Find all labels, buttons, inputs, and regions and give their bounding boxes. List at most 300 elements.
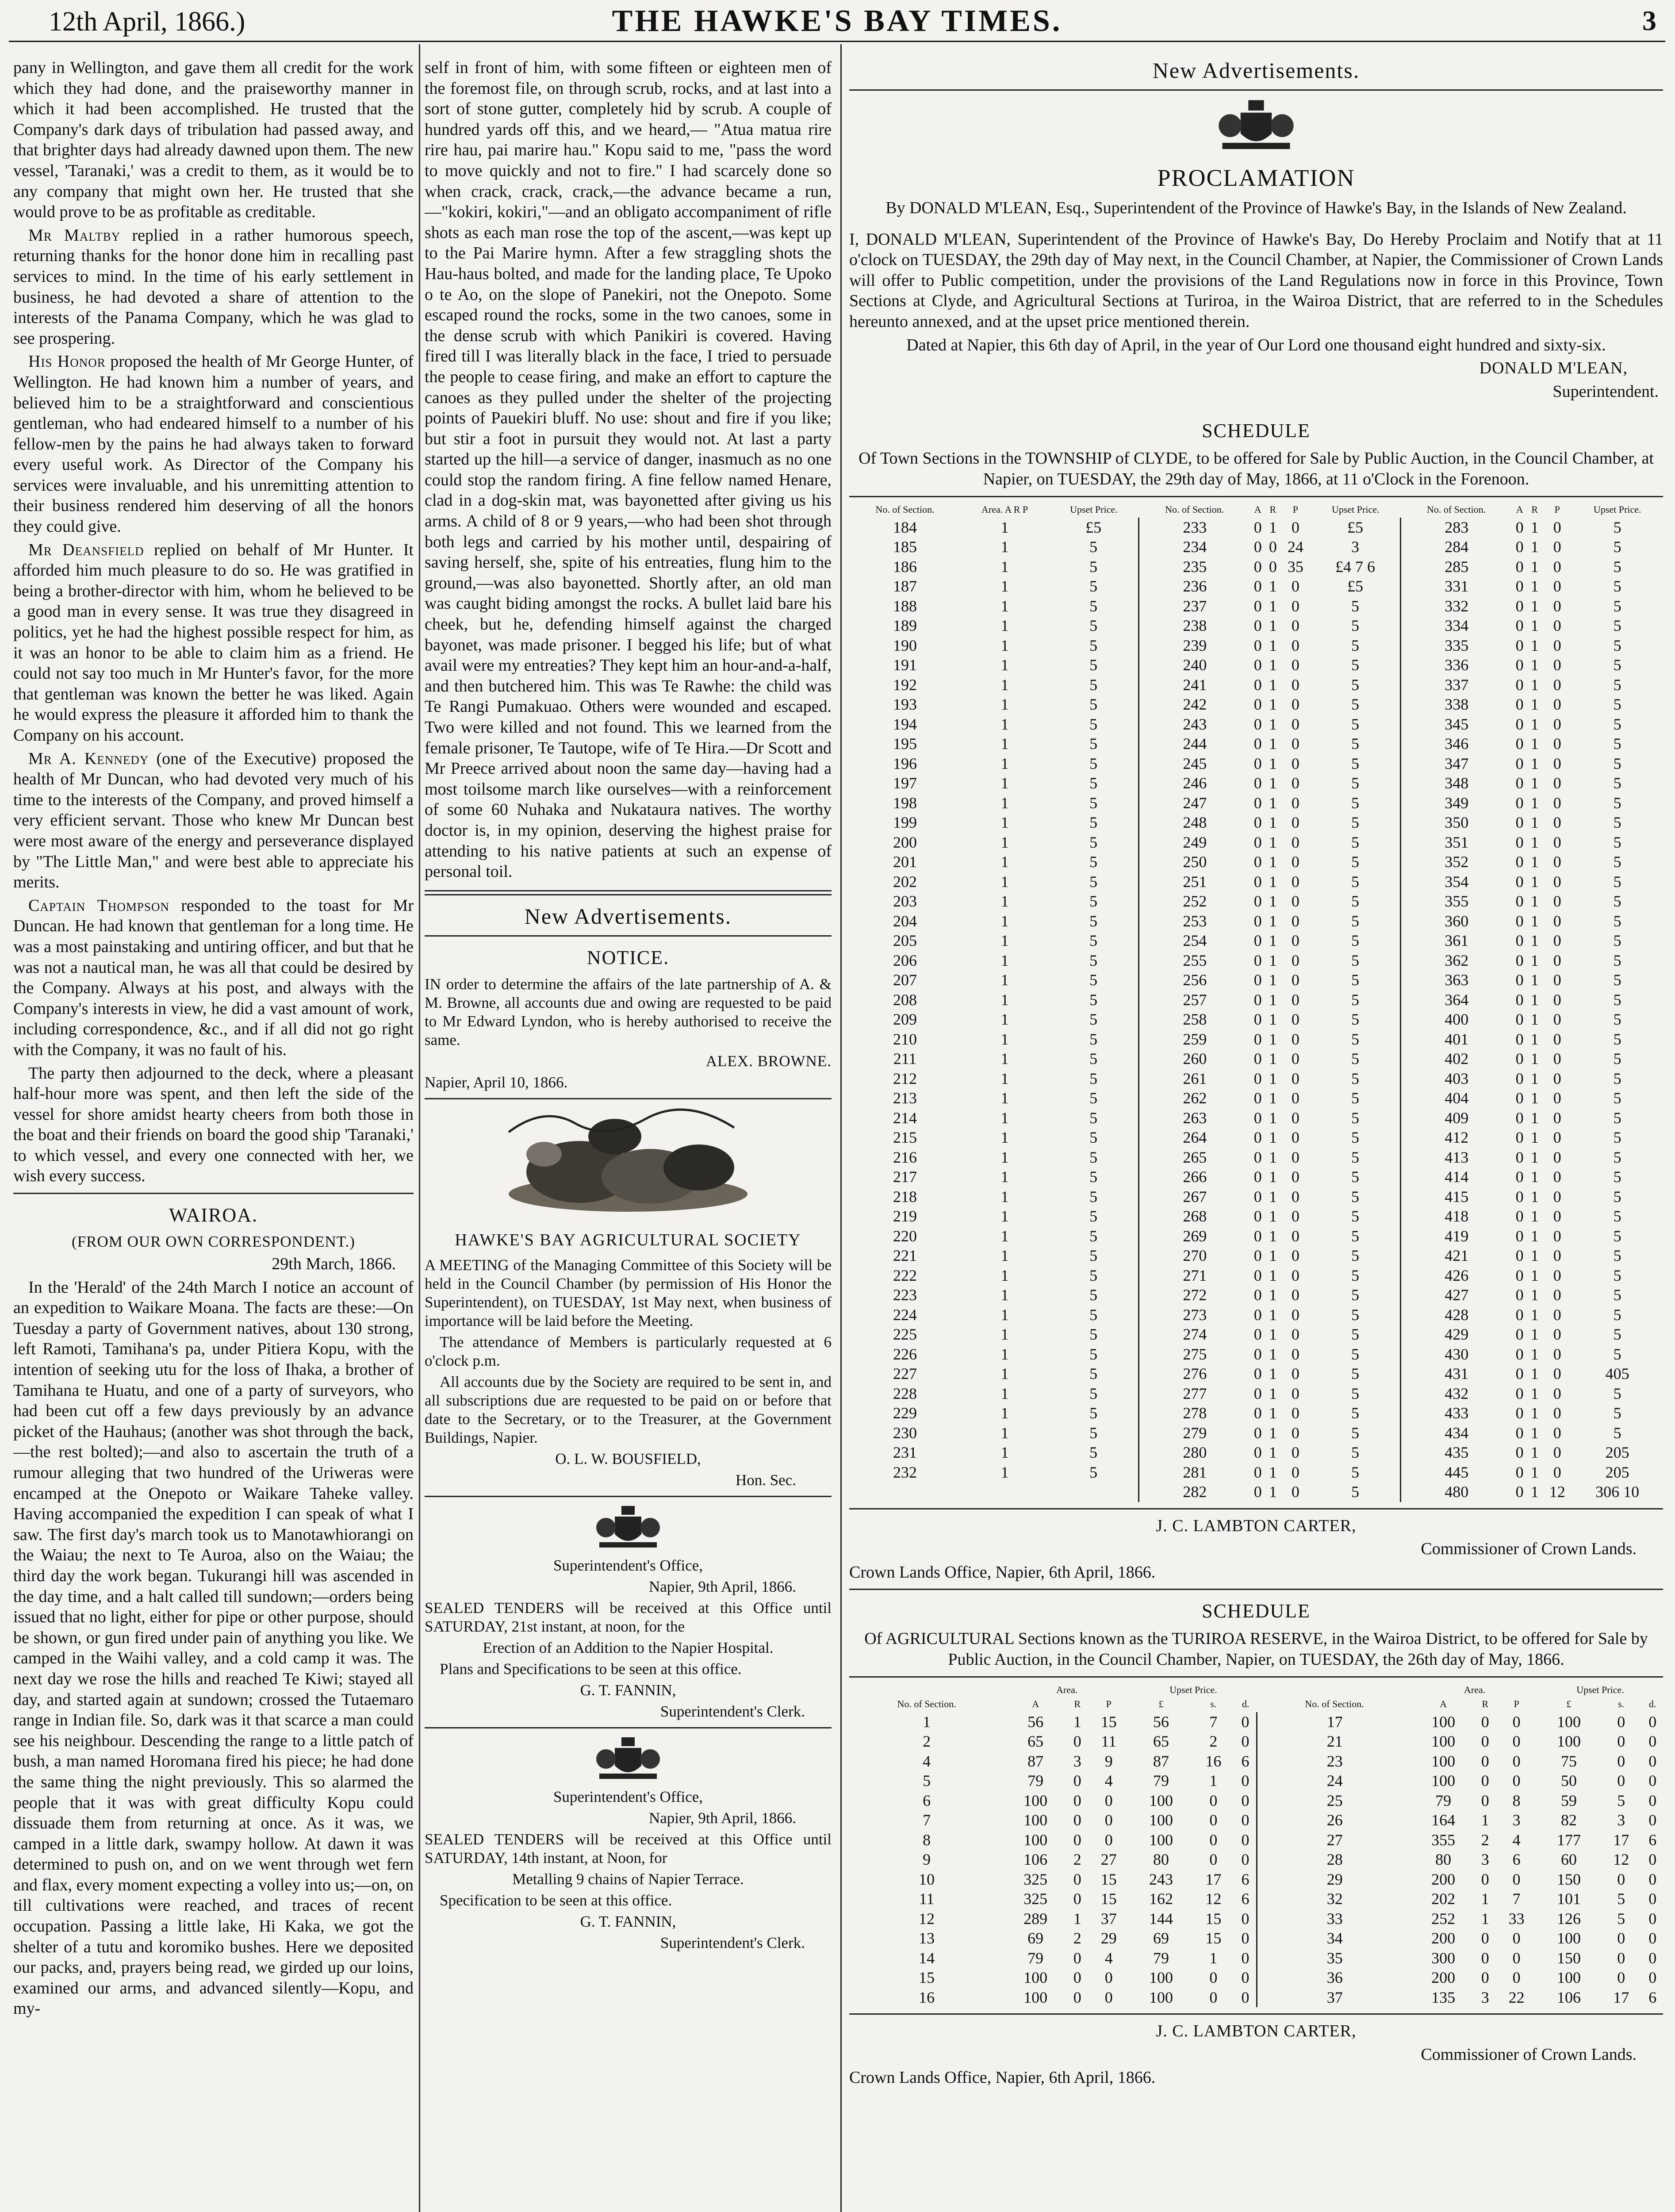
table-cell: 5 [1613,1247,1621,1265]
table-cell: 1 [1269,1286,1277,1304]
table-cell: 0 [1648,1870,1657,1888]
table-cell: 0 [1291,1069,1299,1087]
table-cell: 275 [1139,1344,1250,1364]
table-cell: 59 [1560,1791,1577,1809]
table-cell: 0 [1512,1772,1521,1790]
table-row [849,1791,1663,1811]
table-cell: 1 [1269,833,1277,851]
table-cell: 0 [1648,1713,1657,1731]
table-cell: 1 [1000,1050,1009,1068]
agri-signature-title: Hon. Sec. [735,1471,796,1489]
table-cell: 355 [1401,891,1512,911]
table-cell: 0 [1073,1988,1081,2006]
table-cell: 100 [1556,1929,1581,1947]
table-cell: 5 [1613,833,1621,851]
table-cell: 0 [1291,1187,1299,1206]
table-cell: 0 [1515,794,1524,812]
table-cell: 0 [1553,1030,1561,1048]
table-cell: 243 [1139,714,1250,734]
table-cell: 480 [1401,1482,1512,1502]
table-cell: 0 [1515,1030,1524,1048]
table-cell: 0 [1481,1772,1489,1790]
schedule-heading: SCHEDULE [1202,1600,1311,1622]
table-cell: 2 [1209,1732,1218,1750]
divider [13,1193,414,1194]
table-row [849,557,1663,577]
table-cell: 0 [1553,538,1561,556]
divider [849,1508,1663,1509]
table-cell: 224 [893,1306,917,1324]
table-cell: 60 [1560,1851,1577,1868]
table-cell: 0 [1253,656,1262,674]
table-cell: 0 [1209,1791,1218,1809]
table-cell: 1 [1269,518,1277,536]
table-cell: 162 [1149,1890,1173,1908]
column-1 [13,58,414,2212]
article-paragraph: In the 'Herald' of the 24th March I notice an account of an expedition to Waikare Moana. The facts are these:—On Tuesday a party of Government natives, about 130 strong, left Ramoti, Tamihana's pa, under Pitiera Kopu, with the intention of seeking utu for the loss of Ihaka, a brother of Tamihana te Huatu, and one of a party of surveyors, who had been cut off a few days previously by an advance picket of the Hauhaus; (another was shot through the back,—the rest bolted);—and also to ascertain the truth of a rumour alleging that two hundred of the Uriweras were encamped at the Onepoto or Waikare Taheke valley. Having accompanied the expedition I can speak of what I saw. The first day's march took us to Manotawhiorangi on the Waiau; the next to Te Auroa, also on the Waiau; the third day the work began. Tukurangi hill was ascended in the day time, and a halt called till sundown;—orders being issued that no light, either for pipe or other purpose, should be shown, or gun fired under pain of anything you like. We camped in the Waihi valley, and a cold camp it was. The next day we rose the hills and reached Te Kiwi; stayed all day, and started again at sundown; crossed the Tutaemaro range in Indian file. So, dark was it that scarce a man could see his neighbour. Descending the range to a little patch of bush, a man named Horomana fired his piece; he had done the same thing the night previously. This so alarmed the people that it was with great difficulty Kopu could dissuade them from returning at once. As it was, we camped in a little dark, swampy hollow. At dawn it was determined to push on, and on we went through wet fern and flax, every moment expecting a volley into us;—on, on till cultivations were reached, and traces of recent occupation. Passing a little lake, Hi Kaka, we got the shelter of a tutu and koromiko bushes. Here we deposited our packs, and, prayers being read, we girded up our loins, examined our arms, and advanced silently—Kopu, and my- [13,1278,414,2018]
table-row [849,1344,1663,1364]
table-cell: 0 [1291,794,1299,812]
table-cell: 284 [1401,537,1512,557]
table-cell: 1 [1000,1109,1009,1127]
notice-body: IN order to determine the affairs of the late partnership of A. & M. Browne, all accounts due and owing are requested to be paid to Mr Edward Lyndon, who is hereby authorised to receive the same. [425,975,832,1048]
table-cell: 1 [1269,1050,1277,1068]
table-cell: 5 [1613,754,1621,772]
table-cell: 218 [893,1187,917,1206]
table-cell: 28 [1257,1850,1412,1870]
table-cell: 0 [1291,814,1299,832]
table-cell: 5 [1613,1069,1621,1087]
table-cell: 5 [1351,617,1359,635]
table-cell: 0 [1515,695,1524,714]
table-cell: 0 [1515,872,1524,891]
table-row [849,1712,1663,1732]
table-cell: 1 [1000,1187,1009,1206]
table-cell: 100 [1023,1791,1048,1809]
table-row [849,636,1663,656]
table-cell: 0 [1253,932,1262,950]
table-cell: 4 [1104,1772,1113,1790]
table-cell: 0 [1515,1050,1524,1068]
table-cell: 1 [1530,1404,1539,1422]
table-cell: 5 [1351,1286,1359,1304]
table-cell: 5 [1089,1030,1098,1048]
table-row [849,872,1663,892]
table-row [849,1463,1663,1482]
proclamation-signature: DONALD M'LEAN, [1479,359,1628,378]
table-cell: 5 [1351,754,1359,772]
table-cell: 432 [1401,1384,1512,1404]
table-cell: 5 [1089,1187,1098,1206]
table-cell: 15 [1100,1870,1117,1888]
table-cell: 0 [1553,1444,1561,1462]
table-row [849,1928,1663,1948]
table-cell: 79 [1153,1772,1169,1790]
table-cell: 1 [1269,991,1277,1009]
table-cell: 0 [1253,1187,1262,1206]
table-cell: 0 [1515,1148,1524,1166]
table-cell: 0 [1253,1384,1262,1402]
table-cell: 205 [893,932,917,950]
table-cell: 1 [1000,656,1009,674]
table-cell: 325 [1023,1890,1048,1908]
table-cell: 0 [1291,715,1299,733]
table-cell: 0 [1515,1010,1524,1029]
table-cell: 5 [1351,991,1359,1009]
table-cell: 80 [1153,1851,1169,1868]
table-cell: 144 [1149,1909,1173,1928]
table-cell: 0 [1515,1483,1524,1501]
table-cell: 5 [1617,1890,1625,1908]
table-cell: 0 [1515,814,1524,832]
table-cell: 433 [1401,1403,1512,1423]
table-cell: 0 [1515,735,1524,753]
table-cell: 360 [1401,911,1512,931]
table-cell: 246 [1139,773,1250,793]
table-cell: 249 [1139,833,1250,853]
table-header: P [1554,503,1560,515]
table-cell: 5 [1089,1109,1098,1127]
table-cell: 1 [1073,1713,1081,1731]
table-cell: 0 [1253,853,1262,871]
table-row [849,537,1663,557]
table-cell: 0 [1241,1929,1250,1947]
table-cell: 100 [1149,1969,1173,1986]
table-cell: 402 [1401,1049,1512,1069]
table-cell: 34 [1257,1928,1412,1948]
table-cell: 412 [1401,1128,1512,1148]
table-cell: 404 [1401,1088,1512,1108]
page-number: 3 [1642,5,1656,36]
table-cell: 1 [1000,932,1009,950]
column-rule [419,44,420,2212]
table-cell: 3 [1351,538,1359,556]
table-cell: 1 [1000,1345,1009,1363]
table-cell: 0 [1617,1772,1625,1790]
table-cell: 5 [1351,597,1359,615]
table-cell: 0 [1291,991,1299,1009]
table-cell: 276 [1139,1364,1250,1384]
table-cell: 5 [1351,1266,1359,1284]
table-cell: 0 [1553,1384,1561,1402]
table-header: A [1440,1698,1447,1709]
table-cell: 198 [893,794,917,812]
table-cell: 5 [1089,1129,1098,1147]
table-row [849,852,1663,872]
table-cell: 193 [893,695,917,714]
table-cell: 1 [1530,794,1539,812]
table-cell: 252 [1139,891,1250,911]
table-group-header: Area. [1056,1684,1078,1695]
table-cell [849,1482,961,1502]
table-cell: 210 [893,1030,917,1048]
table-cell: 1 [1000,892,1009,910]
table-cell: 1 [1530,656,1539,674]
schedule-description: Of Town Sections in the TOWNSHIP of CLYDE, to be offered for Sale by Public Auction, in the Council Chamber, at Napier, on TUESDAY, the 29th day of May, 1866, at 11 o'Clock in the Forenoon. [859,449,1654,488]
table-cell: 1 [1530,1247,1539,1265]
table-cell: 0 [1291,1050,1299,1068]
table-cell: 0 [1291,1168,1299,1186]
table-cell: 1 [1000,814,1009,832]
table-cell: 405 [1605,1365,1629,1383]
table-cell: 199 [893,814,917,832]
table-cell: 1 [1481,1811,1489,1829]
table-cell: 0 [1291,1247,1299,1265]
table-cell: 227 [893,1365,917,1383]
table-row [849,655,1663,675]
table-cell: 0 [1253,833,1262,851]
table-cell: 0 [1515,1109,1524,1127]
table-cell: 221 [893,1247,917,1265]
table-cell: 0 [1648,1752,1657,1770]
table-cell: 0 [1515,597,1524,615]
table-cell: 223 [893,1286,917,1304]
table-cell: 5 [1351,1129,1359,1147]
table-cell: 0 [1291,636,1299,654]
table-cell: 413 [1401,1148,1512,1167]
table-cell: 24 [1287,538,1303,556]
table-cell: 0 [1073,1772,1081,1790]
table-cell: 0 [1291,577,1299,595]
table-cell: 5 [1089,1306,1098,1324]
table-cell: 5 [1351,656,1359,674]
table-cell: 0 [1253,617,1262,635]
table-cell: 0 [1553,1089,1561,1107]
table-cell: 1 [1269,636,1277,654]
table-cell: 5 [1613,518,1621,536]
table-cell: 0 [1515,853,1524,871]
table-cell: 1 [1269,676,1277,694]
table-cell: 0 [1253,814,1262,832]
table-cell: 1 [1269,1404,1277,1422]
table-cell: 409 [1401,1108,1512,1128]
table-header: No. of Section. [897,1698,956,1709]
table-cell: 427 [1401,1285,1512,1305]
table-cell: 1 [1000,1365,1009,1383]
proclamation-signature-title: Superintendent. [1552,382,1659,401]
table-cell: 2 [1073,1929,1081,1947]
table-cell: 0 [1269,538,1277,556]
table-row [849,1049,1663,1069]
table-cell: 5 [1351,695,1359,714]
table-cell: 1 [1530,715,1539,733]
table-cell: 0 [1648,1811,1657,1829]
table-cell: 211 [893,1050,917,1068]
table-row [849,990,1663,1010]
article-paragraph: Mr Deansfield replied on behalf of Mr Hunter. It afforded him much pleasure to do so. He was gratified in being a brother-director with him, whom he believed to be a good man in every sense. It was true they disagreed in politics, yet he had the highest possible respect for him, as it was an honor to be able to claim him as a friend. He could not say too much in Mr Hunter's favor, for the more that gentleman was known the better he was liked. Again he would express the pleasure it afforded him to thank the Company on his account. [13,540,414,745]
table-cell: 0 [1515,774,1524,792]
table-cell: 5 [1089,971,1098,989]
table-row [849,1069,1663,1089]
table-row [849,1325,1663,1344]
table-cell: 35 [1257,1948,1412,1968]
tender-office: Superintendent's Office, [553,1788,703,1805]
table-header: P [1106,1698,1112,1709]
tender-plans: Plans and Specifications to be seen at this office. [440,1660,742,1678]
table-cell: 1 [1000,1010,1009,1029]
table-cell: 0 [1515,1306,1524,1324]
table-cell: 12 [1549,1483,1565,1501]
table-cell: 0 [1553,617,1561,635]
table-cell: 258 [1139,1010,1250,1029]
schedule-office: Crown Lands Office, Napier, 6th April, 1866. [849,1563,1156,1582]
table-cell: 1 [1000,794,1009,812]
table-cell: 100 [1023,1831,1048,1849]
table-cell: 4 [1104,1949,1113,1967]
table-cell: 0 [1291,1148,1299,1166]
table-cell: 1 [1530,754,1539,772]
column-2 [425,58,832,2212]
table-cell: 1 [1530,1483,1539,1501]
table-cell: 100 [1556,1713,1581,1731]
table-cell: 37 [1100,1909,1117,1928]
table-cell: 5 [1089,853,1098,871]
table-cell: 5 [1351,1444,1359,1462]
table-cell: 0 [1253,1148,1262,1166]
table-cell: 0 [1291,656,1299,674]
table-row [849,616,1663,636]
table-cell: 9 [1104,1752,1113,1770]
table-row [849,793,1663,813]
divider [425,890,832,895]
table-cell: 0 [1253,577,1262,595]
table-cell: 0 [1617,1713,1625,1731]
table-cell: 1 [1269,1266,1277,1284]
schedule-office: Crown Lands Office, Napier, 6th April, 1866. [849,2068,1156,2087]
table-cell: 1 [1000,1247,1009,1265]
table-cell: 206 [893,951,917,969]
table-row [849,1909,1663,1929]
table-cell: 1 [1530,1010,1539,1029]
table-cell: 0 [1515,1247,1524,1265]
article-paragraph: Mr A. Kennedy (one of the Executive) proposed the health of Mr Duncan, who had devoted very much of his time to the interests of the Company, and proved himself a very efficient servant. Those who knew Mr Duncan best were most aware of the energy and perseverance displayed by "The Little Man," and were best able to appreciate his merits. [13,749,414,892]
table-cell: 1 [1269,1483,1277,1501]
table-cell: 5 [1351,1050,1359,1068]
table-cell: 0 [1253,1306,1262,1324]
table-cell: 0 [1209,1831,1218,1849]
table-cell: 0 [1648,1949,1657,1967]
table-cell: 0 [1253,1109,1262,1127]
table-cell: 0 [1253,1247,1262,1265]
schedule-signature-title: Commissioner of Crown Lands. [1421,2045,1637,2064]
table-cell: 0 [1291,1227,1299,1245]
table-cell: 1 [1000,636,1009,654]
table-cell: 0 [1209,1811,1218,1829]
table-cell: 1 [1269,853,1277,871]
article-paragraph: Mr Maltby replied in a rather humorous speech, returning thanks for the honor done him in recalling past services to mind. In the time of his early settlement in business, he had devoted a share of attention to the interests of the Panama Company, which he was glad to see prospering. [13,226,414,348]
table-cell: 0 [1553,794,1561,812]
table-cell: 0 [1512,1949,1521,1967]
table-cell: 5 [1613,1227,1621,1245]
table-cell: 1 [1000,1404,1009,1422]
table-cell: 0 [1515,1463,1524,1481]
divider [425,1727,832,1728]
table-cell: 5 [1351,833,1359,851]
table-cell: 426 [1401,1266,1512,1286]
table-row [849,833,1663,853]
table-cell: 361 [1401,931,1512,951]
table-cell: 12 [1613,1851,1629,1868]
table-cell: 87 [1027,1752,1044,1770]
table-cell: 200 [1431,1929,1456,1947]
table-cell: 0 [1241,1949,1250,1967]
table-cell: 1 [1530,597,1539,615]
table-cell: 0 [1253,1483,1262,1501]
table-cell: 1 [1000,912,1009,930]
table-cell: 5 [1351,1404,1359,1422]
table-cell: 100 [1556,1732,1581,1750]
table-cell: 0 [1253,518,1262,536]
table-row [849,1128,1663,1148]
table-cell: 16 [1205,1752,1222,1770]
table-cell: 414 [1401,1167,1512,1187]
table-row [849,734,1663,754]
table-cell: 5 [1089,1148,1098,1166]
table-cell: 16 [919,1988,935,2006]
table-cell: 261 [1139,1069,1250,1089]
table-cell: 1 [1530,1424,1539,1442]
table-cell: 1 [1000,1207,1009,1225]
table-cell: 0 [1515,1384,1524,1402]
table-cell: 1 [1530,1227,1539,1245]
table-cell: 5 [1351,676,1359,694]
table-cell: 1 [1530,1030,1539,1048]
table-cell: 5 [1613,1050,1621,1068]
table-header: Upset Price. [1593,503,1641,515]
table-cell: 15 [1100,1713,1117,1731]
table-cell: 5 [1089,636,1098,654]
table-row [849,1010,1663,1029]
table-cell: 0 [1648,1929,1657,1947]
table-group-header: Upset Price. [1576,1684,1624,1695]
table-cell: 5 [1613,1148,1621,1166]
table-cell: 0 [1515,932,1524,950]
table-cell: 234 [1139,537,1250,557]
table-cell: 351 [1401,833,1512,853]
table-cell: 0 [1291,912,1299,930]
table-cell: 0 [1648,1772,1657,1790]
table-cell: 5 [1613,1384,1621,1402]
table-cell: 0 [1291,735,1299,753]
table-cell: 419 [1401,1226,1512,1246]
table-cell: 1 [1000,1384,1009,1402]
table-cell: 0 [1515,676,1524,694]
table-cell: 0 [1291,853,1299,871]
table-cell: 216 [893,1148,917,1166]
table-cell: 1 [1000,617,1009,635]
table-cell: 9 [923,1851,931,1868]
table-cell: 0 [1553,872,1561,891]
table-cell: 0 [1553,1325,1561,1344]
table-cell: 100 [1149,1988,1173,2006]
table-cell: 289 [1023,1909,1048,1928]
table-cell: 355 [1431,1831,1456,1849]
table-cell: 445 [1401,1463,1512,1482]
table-cell: 1 [1530,991,1539,1009]
table-cell: 0 [1073,1870,1081,1888]
table-cell: 209 [893,1010,917,1029]
table-cell: 0 [1253,1050,1262,1068]
table-cell: 0 [1553,1010,1561,1029]
table-cell: 0 [1253,735,1262,753]
table-cell: 5 [1351,1384,1359,1402]
table-cell: 126 [1556,1909,1581,1928]
table-cell: 0 [1291,1207,1299,1225]
table-cell: 5 [1613,1345,1621,1363]
table-cell: 0 [1553,1069,1561,1087]
table-cell: 5 [1351,1365,1359,1383]
table-cell: 5 [1089,1168,1098,1186]
